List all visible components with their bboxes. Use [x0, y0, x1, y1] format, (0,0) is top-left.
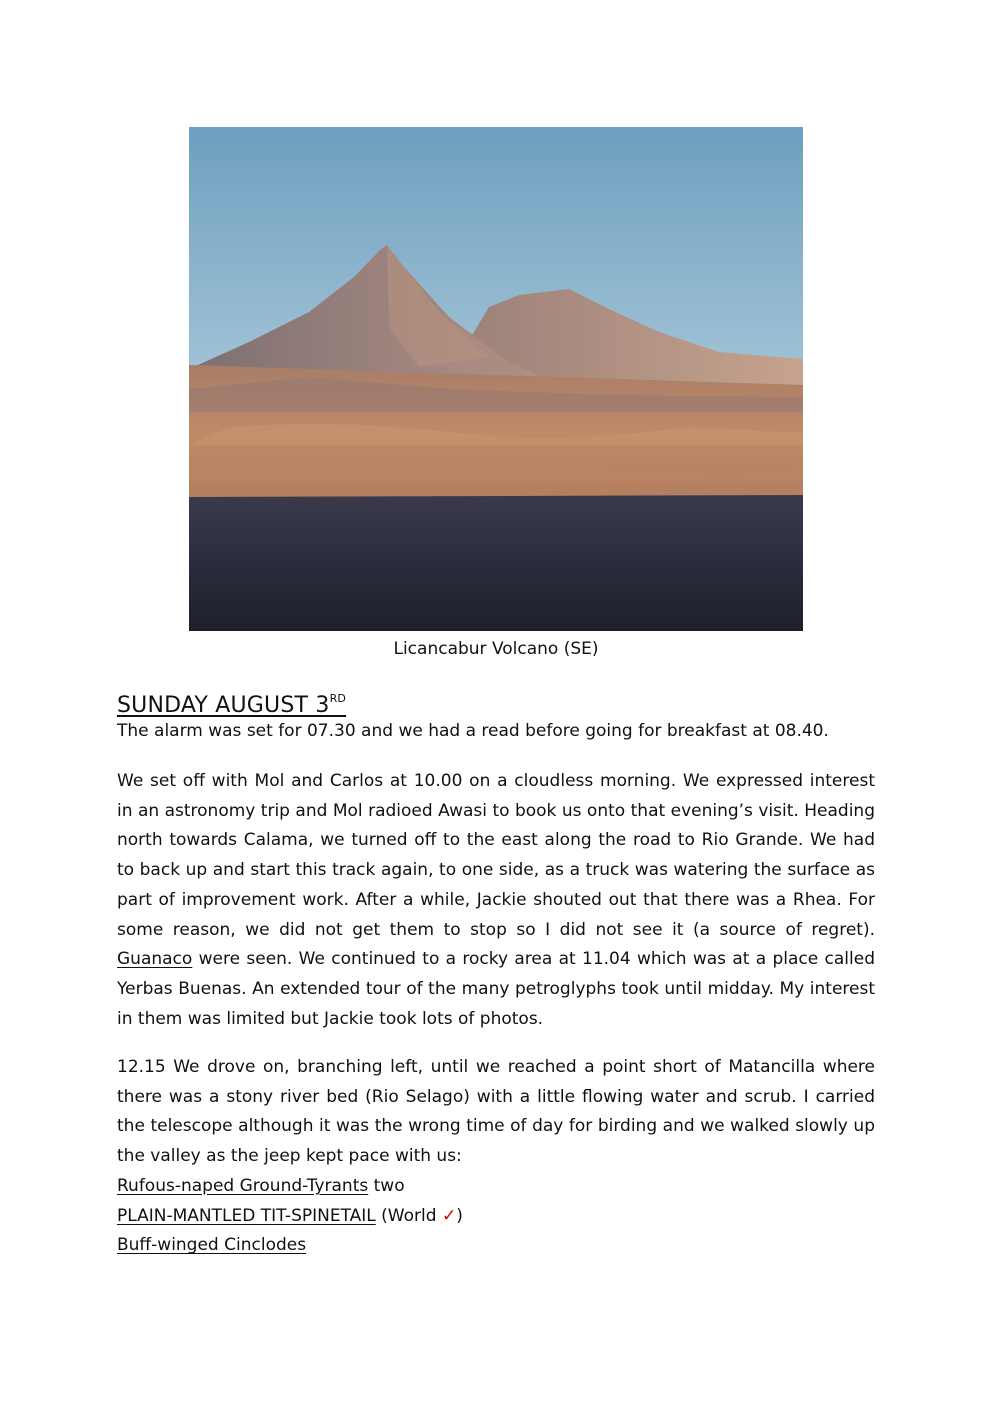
bird-note: (World: [375, 1205, 442, 1226]
volcano-photo: [189, 127, 803, 631]
paragraph-breakfast: The alarm was set for 07.30 and we had a read before going for breakfast at 08.40.: [117, 721, 829, 741]
bird-item: [117, 1231, 875, 1261]
bird-name: PLAIN-MANTLED TIT-SPINETAIL: [117, 1205, 376, 1226]
photo-caption: Licancabur Volcano (SE): [393, 639, 599, 659]
paragraph-morning: [117, 767, 875, 1034]
bird-note: two: [368, 1176, 405, 1196]
paragraph-river-bed: 12.15 We drove on, branching left, until we reached a point short of Matancilla where there was a stony river bed (Rio Selago) with a little flowing water and scrub. I carried the telescope although it was the wrong time of day for birding and we walked slowly up the valley as the jeep kept pace with us:: [117, 1057, 875, 1167]
page-heading: [117, 684, 346, 721]
check-icon: ✓: [441, 1205, 457, 1226]
paragraph-morning-text-1: We set off with Mol and Carlos at 10.00 on a cloudless morning. We expressed interest in an astronomy trip and Mol radioed Awasi to book us onto that evening’s visit. Heading north towards Calama, we turned off to the east along the road to Rio Grande. We had to back up and start this track again, to one side, as a truck was watering the surface as part of improvement work. After a while, Jackie shouted out that there was a Rhea. For some reason, we did not get them to stop so I did not see it (a source of regret).: [117, 771, 875, 940]
heading-suffix: RD: [329, 692, 347, 705]
paragraph-morning-text-2: were seen. We continued to a rocky area at 11.04 which was at a place called Yerbas Buenas. An extended tour of the many petroglyphs took until midday. My interest in them was limited but Jackie took lots of photos.: [117, 949, 875, 1029]
bird-list: [117, 1172, 875, 1261]
bird-name: Rufous-naped Ground-Tyrants: [117, 1176, 369, 1196]
bird-item: [117, 1202, 875, 1232]
bird-name: Buff-winged Cinclodes: [117, 1235, 307, 1256]
bird-note-close: ): [456, 1205, 463, 1226]
heading-text: SUNDAY AUGUST 3: [117, 693, 330, 718]
bird-item: [117, 1172, 875, 1202]
species-guanaco: Guanaco: [117, 949, 193, 970]
